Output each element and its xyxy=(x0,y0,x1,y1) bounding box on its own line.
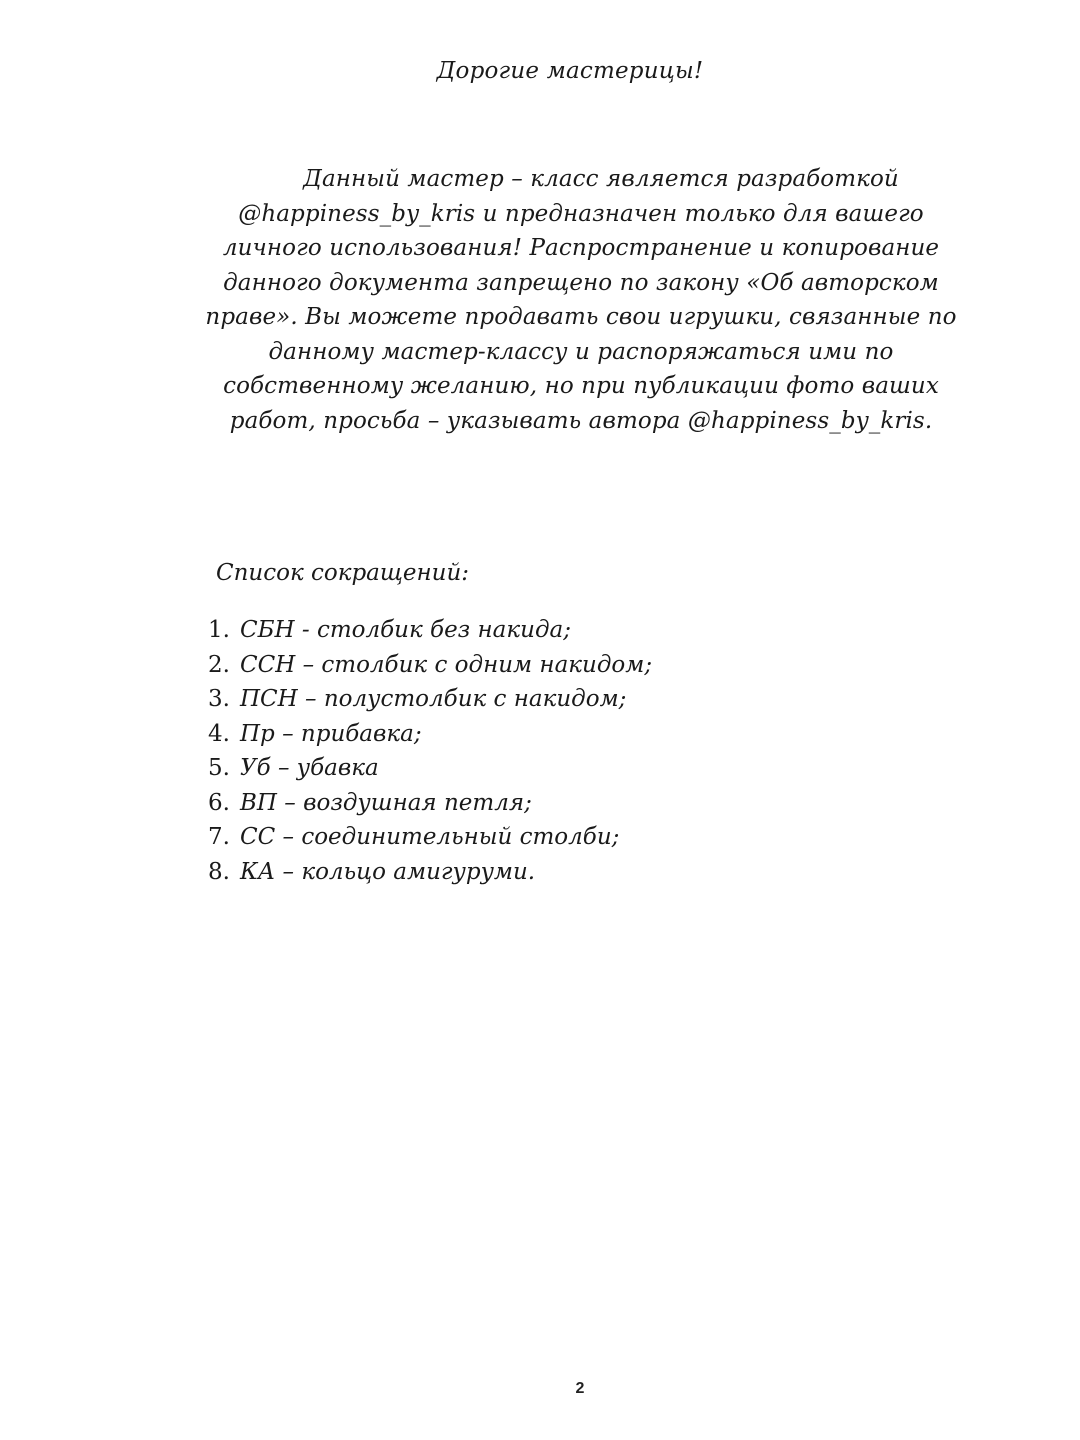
list-item xyxy=(208,648,652,683)
greeting-heading: Дорогие мастерицы! xyxy=(436,58,704,84)
list-item-text: ССН – столбик с одним накидом; xyxy=(240,651,653,678)
list-item-number: 1. xyxy=(208,617,230,643)
notice-line: праве». Вы можете продавать свои игрушки, связанные по xyxy=(205,304,957,330)
notice-line: Данный мастер – класс является разработкой xyxy=(303,166,899,192)
list-item xyxy=(208,682,652,717)
list-item-number: 8. xyxy=(208,858,230,885)
notice-line: работ, просьба – указывать автора @happiness_by_kris. xyxy=(229,407,933,434)
list-item-number: 6. xyxy=(208,789,230,816)
copyright-notice-paragraph xyxy=(196,162,966,438)
list-item-number: 4. xyxy=(208,720,230,747)
notice-line: данного документа запрещено по закону «Об авторском xyxy=(223,269,939,296)
list-item-number: 3. xyxy=(208,686,230,712)
list-item xyxy=(208,855,652,890)
list-item-text: Пр – прибавка; xyxy=(240,720,422,747)
abbreviations-heading: Список сокращений: xyxy=(216,560,470,586)
list-item xyxy=(208,820,652,855)
list-item-text: Уб – убавка xyxy=(240,755,379,781)
list-item-text: СБН - столбик без накида; xyxy=(240,617,571,643)
list-item xyxy=(208,786,652,821)
list-item-number: 7. xyxy=(208,824,230,850)
notice-line: @happiness_by_kris и предназначен только для вашего xyxy=(238,200,924,227)
list-item-text: СС – соединительный столби; xyxy=(240,824,620,850)
list-item xyxy=(208,613,652,648)
list-item-text: ВП – воздушная петля; xyxy=(240,789,532,816)
notice-line: собственному желанию, но при публикации фото ваших xyxy=(223,373,939,399)
list-item-text: КА – кольцо амигуруми. xyxy=(240,858,536,885)
abbreviations-list xyxy=(208,613,652,889)
list-item xyxy=(208,717,652,752)
list-item-number: 2. xyxy=(208,651,230,678)
notice-line: личного использования! Распространение и копирование xyxy=(222,235,940,261)
page-number: 2 xyxy=(575,1380,585,1397)
list-item-text: ПСН – полустолбик с накидом; xyxy=(240,686,627,712)
list-item xyxy=(208,751,652,786)
list-item-number: 5. xyxy=(208,755,230,781)
notice-line: данному мастер-классу и распоряжаться ими по xyxy=(268,338,894,365)
